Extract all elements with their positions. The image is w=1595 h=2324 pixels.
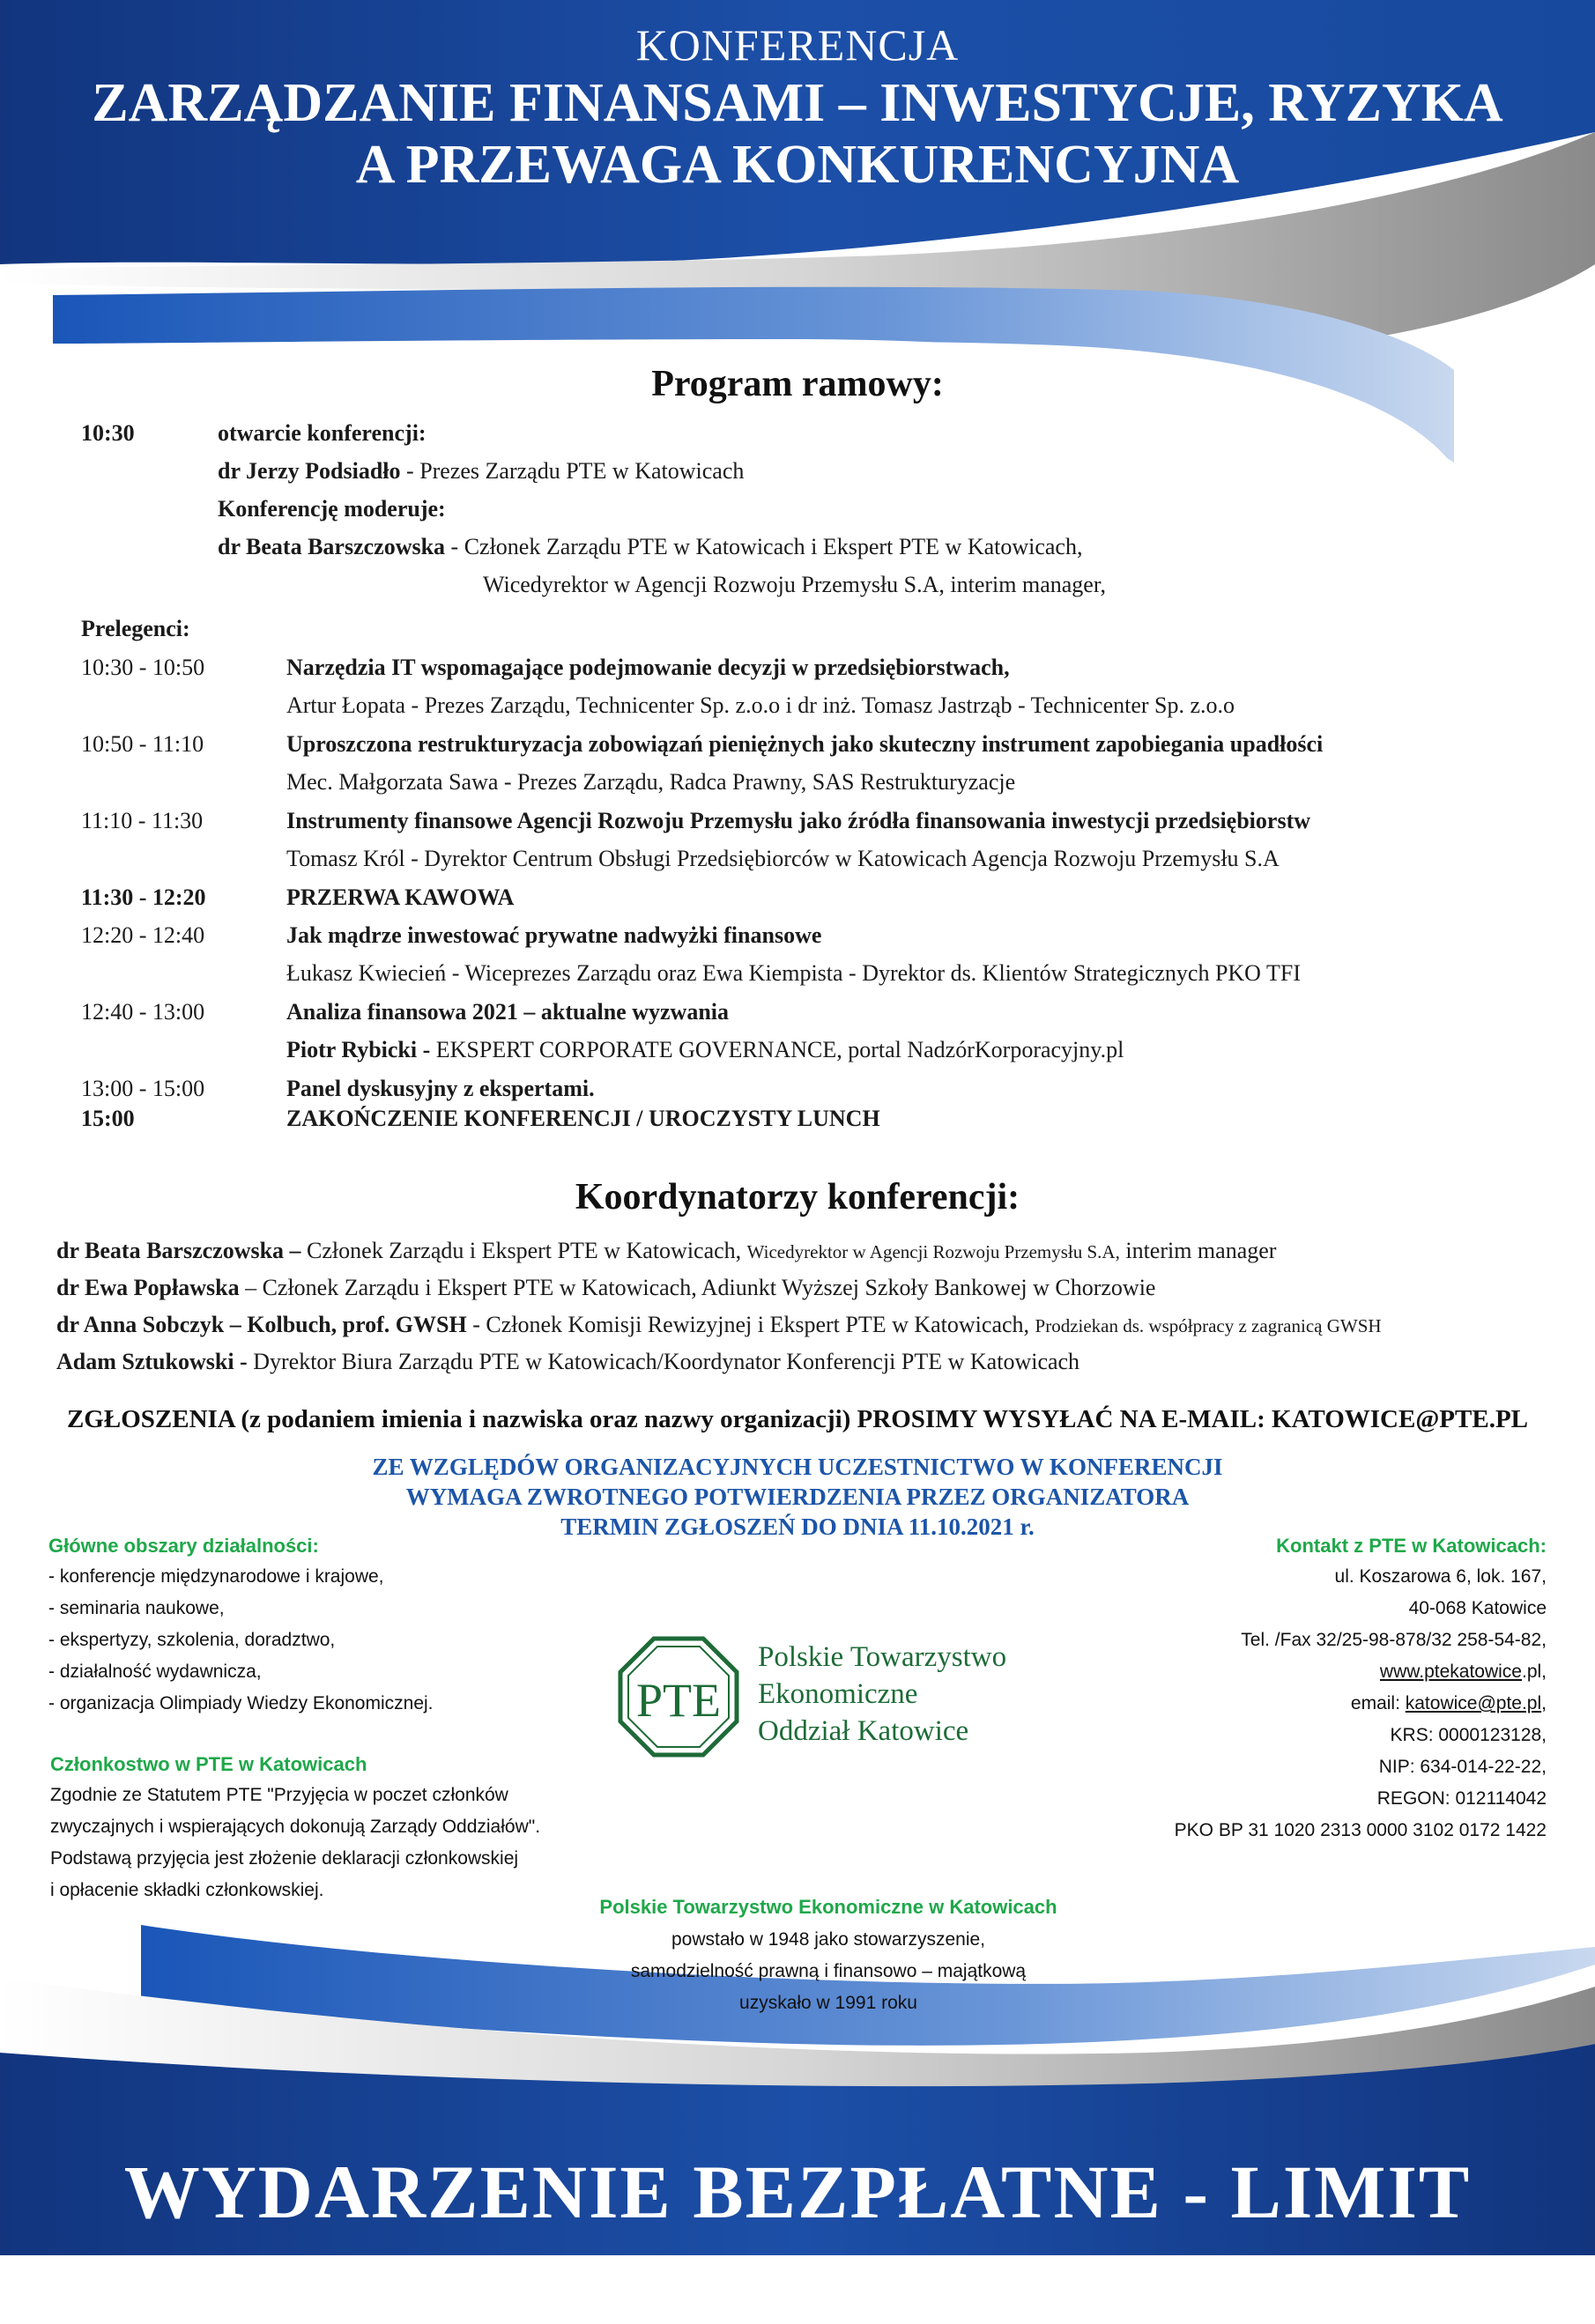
activities-block [48,1535,434,1720]
coordinator-role-end: interim manager [1119,1238,1277,1263]
session-time: 11:10 - 11:30 [81,808,204,833]
coordinator-role: Członek Zarządu i Ekspert PTE w Katowicach, [307,1238,747,1263]
session-time: 10:30 - 10:50 [81,655,205,680]
session-speaker: Tomasz Król - Dyrektor Centrum Obsługi Przedsiębiorców w Katowicach Agencja Rozwoju Przemysłu S.A [286,846,1280,871]
moderator-role: - Członek Zarządu PTE w Katowicach i Ekspert PTE w Katowicach, [445,534,1083,559]
coordinator-name: Adam Sztukowski - [56,1349,248,1374]
session-speaker [286,1031,1124,1069]
session-title: Jak mądrze inwestować prywatne nadwyżki finansowe [286,922,822,948]
moderator-label: Konferencję moderuje: [218,496,446,522]
footer-banner: WYDARZENIE BEZPŁATNE - LIMIT MIEJSC [123,2150,1472,2322]
session-speaker: Artur Łopata - Prezes Zarządu, Technicenter Sp. z.o.o i dr inż. Tomasz Jastrząb - Technicenter Sp. z.o.o [286,692,1235,718]
session-speaker: Mec. Małgorzata Sawa - Prezes Zarządu, Radca Prawny, SAS Restrukturyzacje [286,769,1016,795]
pte-logo-icon [617,1635,740,1758]
activity-item: - ekspertyzy, szkolenia, doradztwo, [48,1630,336,1650]
founded-line: samodzielność prawną i finansowo – majątkową [630,1961,1027,1981]
header-label: KONFERENCJA [635,20,960,70]
contact-nip: NIP: 634-014-22-22, [1378,1757,1547,1777]
activity-item: - działalność wydawnicza, [48,1662,262,1682]
contact-regon: REGON: 012114042 [1376,1788,1547,1809]
logo-line1: Polskie Towarzystwo [758,1641,1007,1673]
moderator-role-line2: Wicedyrektor w Agencji Rozwoju Przemysłu S.A, interim manager, [483,572,1106,597]
opening-label: otwarcie konferencji: [218,420,427,446]
session-title: Instrumenty finansowe Agencji Rozwoju Przemysłu jako źródła finansowania inwestycji przedsiębiorstw [286,808,1311,833]
session-speaker-role: EKSPERT CORPORATE GOVERNANCE, portal NadzórKorporacyjny.pl [435,1037,1124,1062]
coordinator-item [56,1343,1079,1380]
pte-logo-mark: PTE [635,1674,722,1727]
coordinator-role-extra: Wicedyrektor w Agencji Rozwoju Przemysłu S.A, [746,1241,1120,1262]
membership-text [50,1780,540,1906]
speakers-label: Prelegenci: [81,616,190,641]
coordinator-role-extra: Prodziekan ds. współpracy z zagranicą GWSH [1035,1315,1382,1336]
contact-address1: ul. Koszarowa 6, lok. 167, [1334,1566,1547,1587]
session-title: Analiza finansowa 2021 – aktualne wyzwania [286,999,729,1025]
contact-email [1175,1688,1547,1720]
registration-notice-deadline: TERMIN ZGŁOSZEŃ DO DNIA 11.10.2021 r. [560,1514,1035,1540]
break-title: PRZERWA KAWOWA [286,884,515,910]
contact-address2: 40-068 Katowice [1408,1598,1547,1618]
closing-title: ZAKOŃCZENIE KONFERENCJI / UROCZYSTY LUNCH [286,1106,880,1131]
founded-line: uzyskało w 1991 roku [739,1993,917,2013]
registration-notice-line1: ZE WZGLĘDÓW ORGANIZACYJNYCH UCZESTNICTWO W KONFERENCJI [372,1454,1223,1480]
session-time: 10:50 - 11:10 [81,731,204,757]
website-suffix: .pl, [1521,1662,1547,1682]
coordinator-role: Dyrektor Biura Zarządu PTE w Katowicach/Koordynator Konferencji PTE w Katowicach [247,1349,1080,1374]
contact-bank-account: PKO BP 31 1020 2313 0000 3102 0172 1422 [1174,1820,1547,1840]
founded-line: powstało w 1948 jako stowarzyszenie, [671,1929,985,1950]
contact-phone: Tel. /Fax 32/25-98-878/32 258-54-82, [1241,1630,1547,1650]
session-title: Uproszczona restrukturyzacja zobowiązań pieniężnych jako skuteczny instrument zapobiegania upadłości [286,731,1324,757]
coordinator-item [56,1232,1276,1270]
founded-text [493,1924,1163,2019]
contact-block [1175,1535,1547,1847]
coordinator-name: dr Ewa Popławska [56,1275,240,1300]
coordinator-role: - Członek Komisji Rewizyjnej i Ekspert PTE w Katowicach, [466,1312,1035,1337]
activity-item: - seminaria naukowe, [48,1598,225,1618]
session-speaker-name: Piotr Rybicki - [286,1037,436,1062]
opener [218,452,744,490]
activity-item: - konferencje międzynarodowe i krajowe, [48,1566,384,1587]
activities-list [48,1561,434,1720]
membership-title: Członkostwo w PTE w Katowicach [50,1753,367,1775]
contact-title: Kontakt z PTE w Katowicach: [1276,1535,1547,1557]
session-time: 12:40 - 13:00 [81,999,205,1025]
coordinators-title: Koordynatorzy konferencji: [575,1177,1020,1218]
opener-role: - Prezes Zarządu PTE w Katowicach [400,458,745,484]
website-link[interactable]: www.ptekatowice [1379,1662,1522,1682]
membership-line: i opłacenie składki członkowskiej. [50,1880,324,1900]
coordinator-item [56,1306,1382,1344]
membership-line: Zgodnie ze Statutem PTE "Przyjęcia w poczet członków [50,1785,508,1805]
program-schedule [0,414,1595,1136]
activity-item: - organizacja Olimpiady Wiedzy Ekonomicznej. [48,1693,434,1713]
moderator-name: dr Beata Barszczowska [218,534,446,559]
conference-title-line1: ZARZĄDZANIE FINANSAMI – INWESTYCJE, RYZYKA [92,73,1503,133]
founded-block [493,1896,1163,2019]
session-title: Narzędzia IT wspomagające podejmowanie decyzji w przedsiębiorstwach, [286,655,1010,680]
opening-time: 10:30 [81,420,135,446]
membership-line: Podstawą przyjęcia jest złożenie deklaracji członkowskiej [50,1848,519,1869]
logo-line2: Ekonomiczne [758,1678,918,1710]
registration-line: ZGŁOSZENIA (z podaniem imienia i nazwiska oraz nazwy organizacji) PROSIMY WYSYŁAĆ NA E-MAIL: KATOWICE@PTE.PL [66,1405,1529,1433]
founded-title: Polskie Towarzystwo Ekonomiczne w Katowicach [599,1896,1057,1918]
break-time: 11:30 - 12:20 [81,884,206,910]
contact-details [1175,1561,1547,1847]
session-time: 12:20 - 12:40 [81,922,205,948]
session-speaker: Łukasz Kwiecień - Wiceprezes Zarządu oraz Ewa Kiempista - Dyrektor ds. Klientów Strategicznych PKO TFI [286,960,1301,986]
program-title: Program ramowy: [651,364,944,404]
coordinator-name: dr Anna Sobczyk – Kolbuch, prof. GWSH [56,1312,467,1337]
moderator [218,528,1082,566]
logo-line3: Oddział Katowice [758,1715,969,1747]
conference-title [0,72,1595,196]
registration-notice [0,1452,1595,1542]
email-label: email: [1350,1693,1406,1713]
session-time: 13:00 - 15:00 [81,1076,205,1101]
opener-name: dr Jerzy Podsiadło [218,458,401,484]
closing-time: 15:00 [81,1106,135,1131]
email-suffix: , [1541,1693,1547,1713]
coordinator-item [56,1269,1155,1306]
membership-block [50,1753,540,1906]
session-title: Panel dyskusyjny z ekspertami. [286,1076,595,1101]
conference-title-line2: A PRZEWAGA KONKURENCYJNA [355,135,1240,195]
registration-notice-line2: WYMAGA ZWROTNEGO POTWIERDZENIA PRZEZ ORGANIZATORA [405,1484,1190,1510]
contact-krs: KRS: 0000123128, [1390,1725,1547,1745]
activities-title: Główne obszary działalności: [48,1535,319,1557]
pte-logo-text [758,1639,1006,1750]
coordinator-name: dr Beata Barszczowska – [56,1238,308,1263]
coordinator-role: – Członek Zarządu i Ekspert PTE w Katowicach, Adiunkt Wyższej Szkoły Bankowej w Chorzowie [239,1275,1156,1300]
contact-www [1175,1656,1547,1688]
membership-line: zwyczajnych i wspierających dokonują Zarządy Oddziałów". [50,1817,541,1837]
email-link[interactable]: katowice@pte.pl [1405,1693,1542,1713]
pte-logo [617,1635,1040,1758]
